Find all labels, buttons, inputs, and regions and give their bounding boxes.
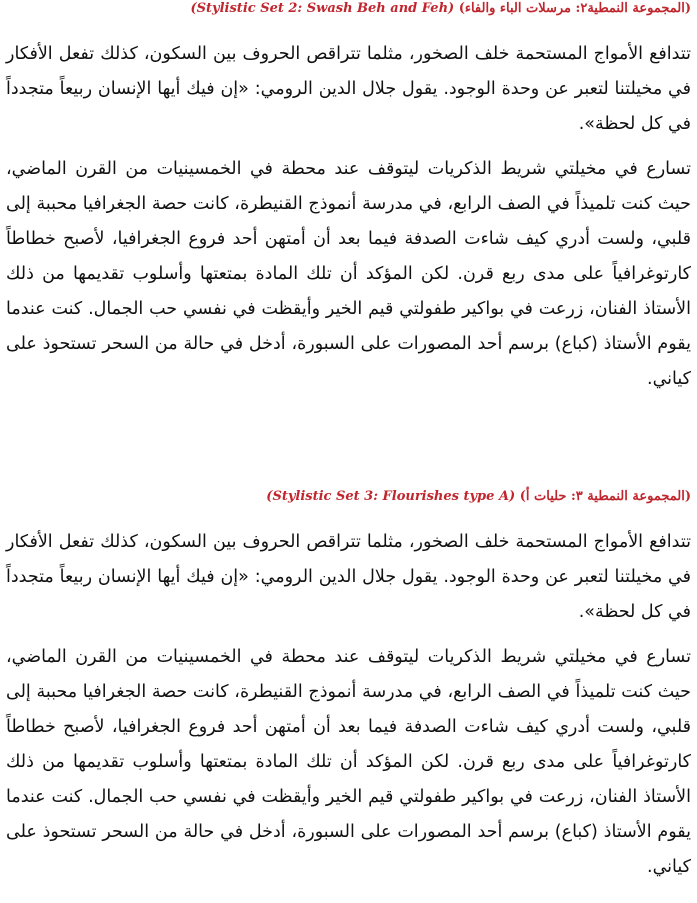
sample-heading-latin: (Stylistic Set 2: Swash Beh and Feh) (190, 1, 455, 16)
sample-heading-arabic: (المجموعة النمطية ٣: حليات أ) (519, 489, 691, 504)
sample-heading-latin: (Stylistic Set 3: Flourishes type A) (266, 489, 516, 504)
sample-paragraph-1: تتدافع الأمواج المستحمة خلف الصخور، مثلما تتراقص الحروف بين السكون، كذلك تفعل الأفكار في مخيلتنا لتعبر عن وحدة الوجود. يقول جلال الدين الرومي: «إن فيك أيها الإنسان ربيعاً متجدداً في كل لحظة». (6, 44, 691, 134)
sample-paragraph-2: تسارع في مخيلتي شريط الذكريات ليتوقف عند محطة في الخمسينيات من القرن الماضي، حيث كنت تلميذاً في الصف الرابع، في مدرسة أنموذج القنيطرة، كانت حصة الجغرافيا محببة إلى قلبي، ولست أدري كيف شاءت الصدفة فيما بعد أن أمتهن أحد فروع الجغرافيا، لأصبح خطاطاً كارتوغرافياً على مدى ربع قرن. لكن المؤكد أن تلك المادة بمتعتها وأسلوب تقديمها من ذلك الأستاذ الفنان، زرعت في بواكير طفولتي قيم الخير وأيقظت في نفسي حب الجمال. كنت عندما يقوم الأستاذ (كباع) برسم أحد المصورات على السبورة، أدخل في حالة من السحر تستحوذ على كياني. (6, 647, 691, 877)
sample-heading-arabic: (المجموعة النمطية٢: مرسلات الباء والفاء) (458, 1, 691, 16)
sample-flourishes-a (6, 488, 691, 885)
sample-paragraph-2: تسارع في مخيلتي شريط الذكريات ليتوقف عند محطة في الخمسينيات من القرن الماضي، حيث كنت تلميذاً في الصف الرابع، في مدرسة أنموذج القنيطرة، كانت حصة الجغرافيا محببة إلى قلبي، ولست أدري كيف شاءت الصدفة فيما بعد أن أمتهن أحد فروع الجغرافيا، لأصبح خطاطاً كارتوغرافياً على مدى ربع قرن. لكن المؤكد أن تلك المادة بمتعتها وأسلوب تقديمها من ذلك الأستاذ الفنان، زرعت في بواكير طفولتي قيم الخير وأيقظت في نفسي حب الجمال. كنت عندما يقوم الأستاذ (كباع) برسم أحد المصورات على السبورة، أدخل في حالة من السحر تستحوذ على كياني. (6, 159, 691, 389)
sample-heading (6, 488, 691, 506)
sample-heading (6, 0, 691, 18)
sample-swash-beh-feh (6, 0, 691, 397)
sample-paragraph-1: تتدافع الأمواج المستحمة خلف الصخور، مثلما تتراقص الحروف بين السكون، كذلك تفعل الأفكار في مخيلتنا لتعبر عن وحدة الوجود. يقول جلال الدين الرومي: «إن فيك أيها الإنسان ربيعاً متجدداً في كل لحظة». (6, 532, 691, 622)
